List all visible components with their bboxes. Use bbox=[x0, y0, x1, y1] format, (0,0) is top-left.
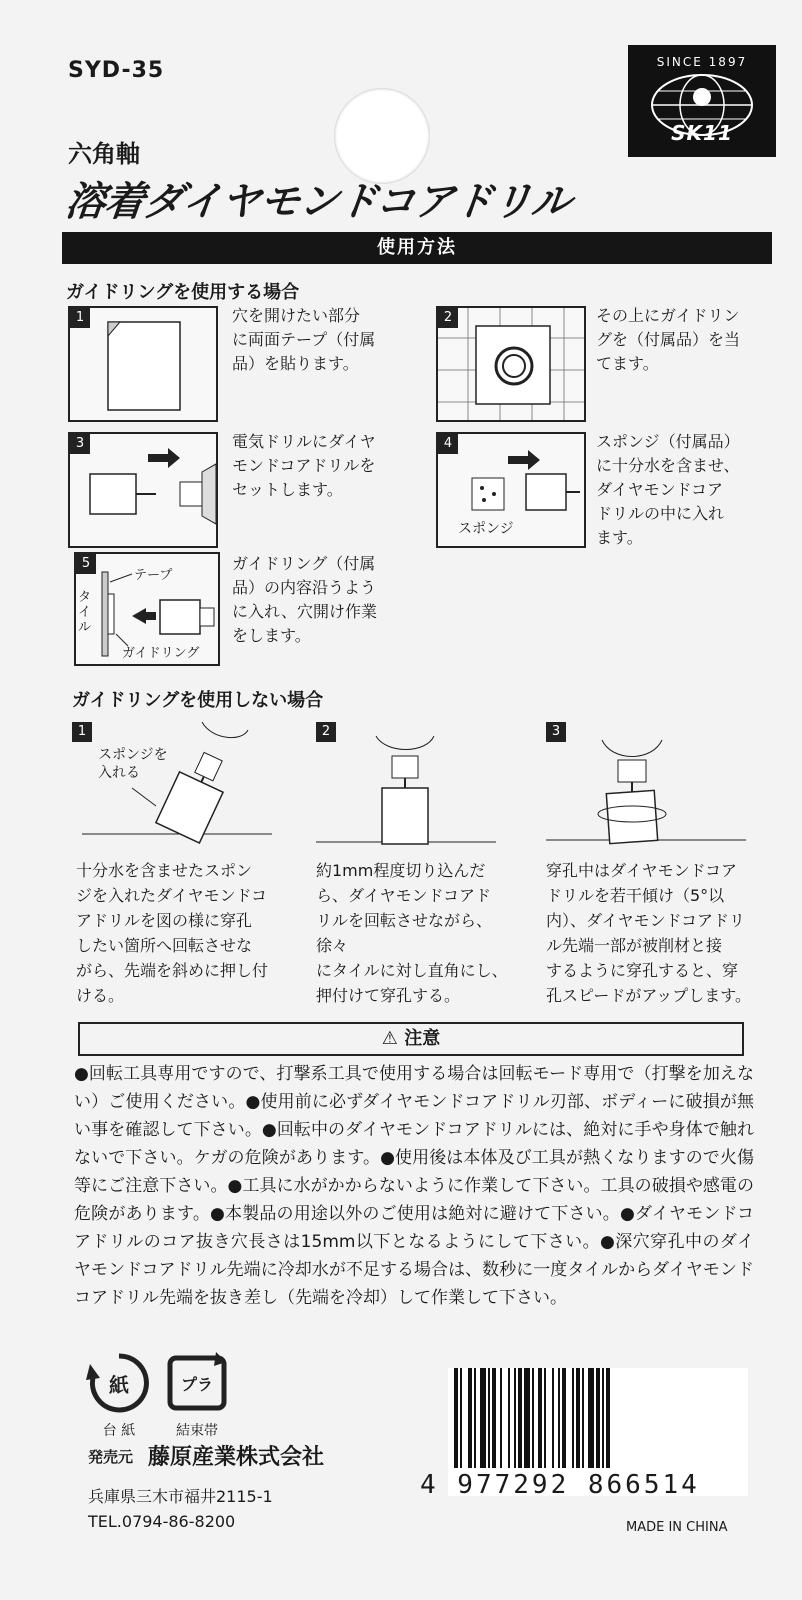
recycle-plastic-icon bbox=[164, 1350, 230, 1416]
barcode-bar bbox=[514, 1368, 516, 1468]
barcode-bar bbox=[460, 1368, 462, 1468]
barcode-bar bbox=[538, 1368, 542, 1468]
barcode-bar bbox=[532, 1368, 534, 1468]
made-in: MADE IN CHINA bbox=[626, 1520, 728, 1535]
paper-recycle-mark bbox=[86, 1350, 152, 1440]
seller-name: 藤原産業株式会社 bbox=[148, 1445, 325, 1470]
barcode-bar bbox=[552, 1368, 554, 1468]
barcode-bars bbox=[448, 1368, 748, 1468]
step2-text: その上にガイドリン グを（付属品）を当 てます。 bbox=[596, 306, 741, 373]
brand-name: SK11 bbox=[671, 121, 733, 145]
model-number: SYD-35 bbox=[68, 58, 165, 83]
step-number: 3 bbox=[70, 434, 90, 454]
seller-label: 発売元 bbox=[88, 1448, 134, 1466]
guide-ring-label: ガイドリング bbox=[122, 646, 200, 661]
product-title: 溶着ダイヤモンドコアドリル bbox=[63, 179, 573, 225]
step-number: 2 bbox=[316, 722, 336, 742]
straight-drill-illustration bbox=[316, 722, 506, 852]
barcode-bar bbox=[454, 1368, 458, 1468]
brand-logo bbox=[628, 45, 776, 157]
with-ring-heading: ガイドリングを使用する場合 bbox=[66, 282, 300, 303]
tile-label: タイル bbox=[78, 590, 92, 635]
tilted-drill-illustration bbox=[546, 722, 756, 852]
step-number: 2 bbox=[438, 308, 458, 328]
no-ring-step3-figure bbox=[546, 722, 756, 852]
barcode-bar bbox=[572, 1368, 574, 1468]
no-ring-step1-figure bbox=[72, 722, 282, 852]
product-subtitle: 六角軸 bbox=[68, 140, 140, 168]
tape-illustration bbox=[70, 308, 216, 420]
barcode-bar bbox=[576, 1368, 580, 1468]
step-number: 1 bbox=[70, 308, 90, 328]
barcode-bar bbox=[508, 1368, 510, 1468]
step-number: 5 bbox=[76, 554, 96, 574]
guide-ring-illustration bbox=[438, 308, 584, 420]
barcode-bar bbox=[492, 1368, 496, 1468]
barcode-number: 4 977292 866514 bbox=[420, 1470, 700, 1500]
barcode-bar bbox=[562, 1368, 566, 1468]
seller-address: 兵庫県三木市福井2115-1 bbox=[88, 1487, 273, 1506]
step5-figure bbox=[74, 552, 220, 666]
step-number: 1 bbox=[72, 722, 92, 742]
step3-text: 電気ドリルにダイヤ モンドコアドリルを セットします。 bbox=[232, 432, 376, 499]
no-ring-step1-text: 十分水を含ませたスポン ジを入れたダイヤモンドコ アドリルを図の様に穿孔 したい箇所へ回転させな がら、先端を斜めに押し付 ける。 bbox=[76, 861, 269, 1005]
step2-figure bbox=[436, 306, 586, 422]
barcode-bar bbox=[588, 1368, 594, 1468]
barcode-bar bbox=[474, 1368, 476, 1468]
step-number: 4 bbox=[438, 434, 458, 454]
barcode-bar bbox=[468, 1368, 472, 1468]
sponge-insert-label: スポンジを 入れる bbox=[98, 747, 168, 781]
paper-recycle-label: 台 紙 bbox=[102, 1423, 136, 1439]
usage-header: 使用方法 bbox=[62, 232, 772, 264]
step5-text: ガイドリング（付属 品）の内容沿うよう に入れ、穴開け作業 をします。 bbox=[232, 554, 377, 645]
no-ring-step2-text: 約1mm程度切り込んだ ら、ダイヤモンドコアド リルを回転させながら、徐々 にタイルに対し直角にし、 押付けて穿孔する。 bbox=[316, 861, 508, 1005]
step4-figure bbox=[436, 432, 586, 548]
step-number: 3 bbox=[546, 722, 566, 742]
step4-text: スポンジ（付属品） に十分水を含ませ、 ダイヤモンドコア ドリルの中に入れ ます。 bbox=[596, 432, 740, 547]
step1-text: 穴を開けたい部分 に両面テープ（付属 品）を貼ります。 bbox=[232, 306, 376, 373]
sponge-label: スポンジ bbox=[458, 521, 514, 537]
caution-body: ●回転工具専用ですので、打撃系工具で使用する場合は回転モード専用で（打撃を加えない）ご使用ください。●使用前に必ずダイヤモンドコアドリル刃部、ボディーに破損が無い事を確認して下さい。●回転中のダイヤモンドコアドリルには、絶対に手や身体で触れないで下さい。ケガの危険があります。●使用後は本体及び工具が熱くなりますので火傷等にご注意下さい。●工具に水がかからないように作業して下さい。工具の破損や感電の危険があります。●本製品の用途以外のご使用は絶対に避けて下さい。●ダイヤモンドコアドリルのコア抜き穴長さは15mm以下となるようにして下さい。●深穴穿孔中のダイヤモンドコアドリル先端に冷却水が不足する場合は、数秒に一度タイルからダイヤモンドコアドリル先端を抜き差し（先端を冷却）して作業して下さい。 bbox=[74, 1064, 754, 1308]
plastic-recycle-label: 結束帯 bbox=[176, 1423, 218, 1439]
plastic-recycle-mark bbox=[164, 1350, 230, 1440]
barcode-bar bbox=[518, 1368, 522, 1468]
step3-figure bbox=[68, 432, 218, 548]
seller-tel: TEL.0794-86-8200 bbox=[88, 1512, 236, 1531]
no-ring-step2-figure bbox=[316, 722, 506, 852]
step1-figure bbox=[68, 306, 218, 422]
barcode-bar bbox=[480, 1368, 486, 1468]
angled-drill-illustration bbox=[72, 722, 282, 852]
no-ring-step3-text: 穿孔中はダイヤモンドコア ドリルを若干傾け（5°以 内）、ダイヤモンドコアドリ ル先端一部が被削材と接 するように穿孔すると、穿 孔スピードがアップします。 bbox=[546, 861, 751, 1005]
barcode-bar bbox=[582, 1368, 584, 1468]
barcode-bar bbox=[488, 1368, 490, 1468]
plastic-mark-text: プラ bbox=[180, 1375, 214, 1394]
barcode-bar bbox=[606, 1368, 610, 1468]
brand-since: SINCE 1897 bbox=[656, 55, 748, 69]
recycle-paper-icon bbox=[86, 1350, 152, 1416]
barcode-bar bbox=[602, 1368, 604, 1468]
barcode-bar bbox=[558, 1368, 560, 1468]
barcode-bar bbox=[544, 1368, 546, 1468]
without-ring-heading: ガイドリングを使用しない場合 bbox=[72, 690, 324, 711]
warning-icon: ⚠ bbox=[381, 1028, 405, 1049]
drill-set-illustration bbox=[70, 434, 216, 546]
paper-mark-text: 紙 bbox=[109, 1373, 129, 1397]
barcode-bar bbox=[500, 1368, 502, 1468]
caution-heading: ⚠ 注意 bbox=[78, 1022, 744, 1056]
barcode-bar bbox=[524, 1368, 530, 1468]
tape-label: テープ bbox=[134, 568, 173, 583]
barcode-bar bbox=[596, 1368, 600, 1468]
